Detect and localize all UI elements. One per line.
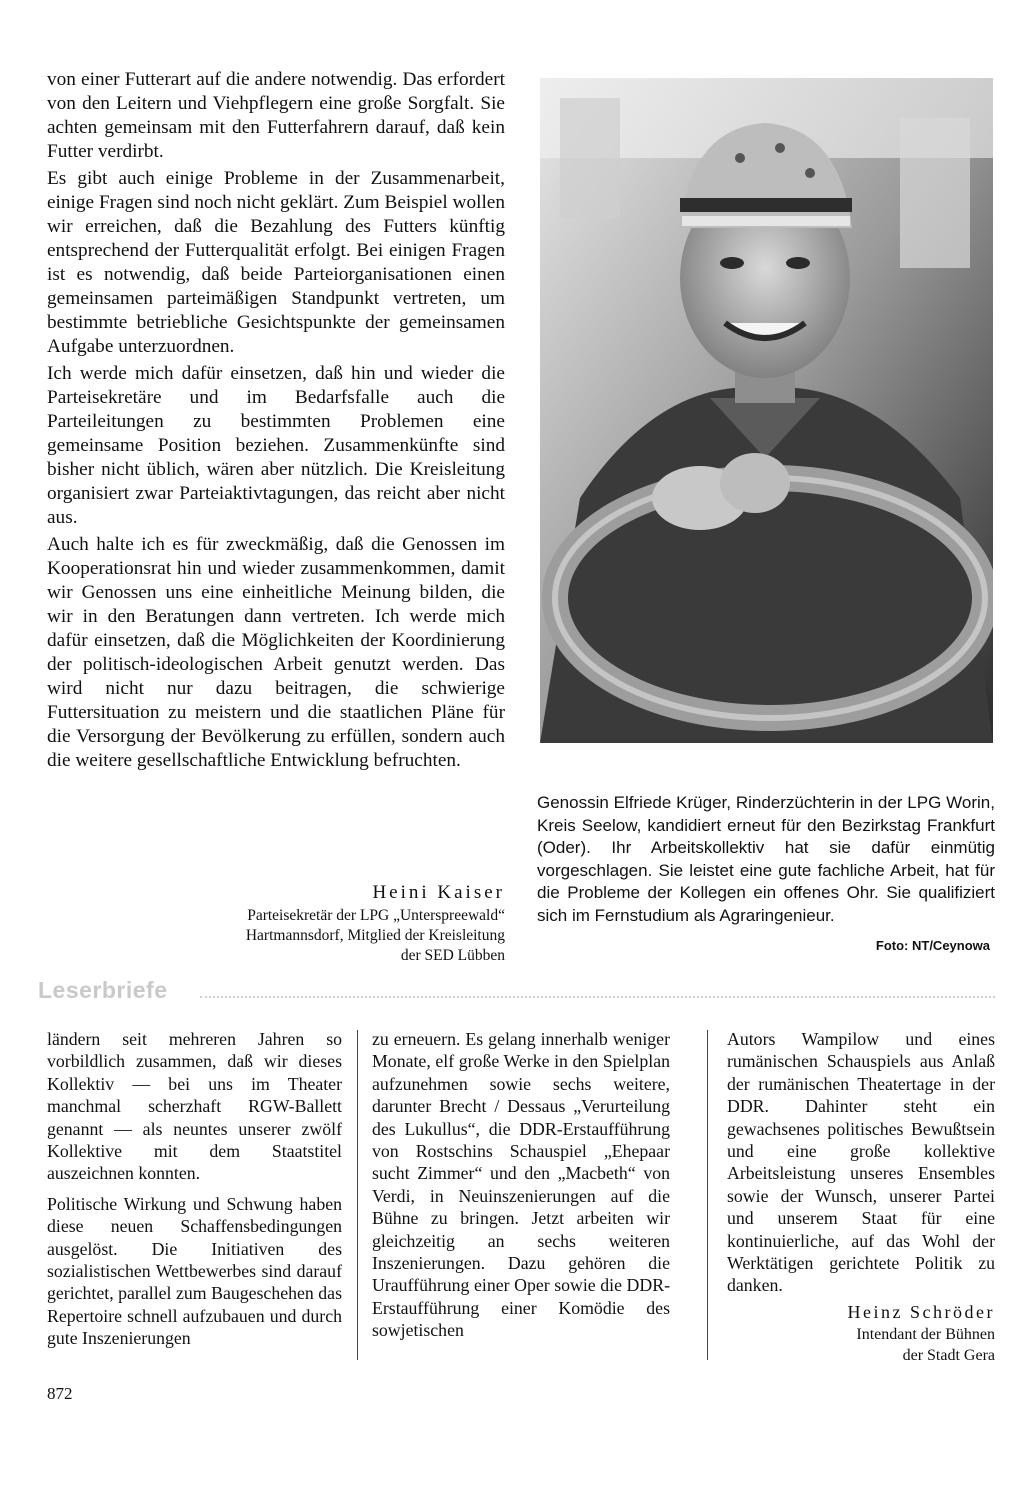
letters-paragraph: ländern seit mehreren Jahren so vorbildlich zusammen, daß wir dieses Kollektiv — bei uns im Theater manchmal scherzhaft RGW-Ballett genannt — als neuntes unserer zwölf Kollektive mit dem Staatstitel auszeichnen konnten. <box>47 1029 342 1184</box>
article-paragraph: Auch halte ich es für zweckmäßig, daß die Genossen im Kooperationsrat hin und wieder zusammenkommen, damit wir Genossen uns eine einheitliche Meinung bilden, die wir in den Beratungen dann vertreten. Ich werde mich dafür einsetzen, daß die Möglichkeiten der Koordinierung der politisch-ideologischen Arbeit genutzt werden. Das wird nicht nur dazu beitragen, die schwierige Futtersituation zu meistern und die staatlichen Pläne für die Versorgung der Bevölkerung zu erfüllen, sondern auch die weitere gesellschaftliche Entwicklung befruchten. <box>47 534 505 771</box>
portrait-photo <box>540 78 993 743</box>
column-divider <box>707 1030 708 1360</box>
article-paragraph: Es gibt auch einige Probleme in der Zusammenarbeit, einige Fragen sind noch nicht geklärt. Zum Beispiel wollen wir erreichen, daß die Bezahlung des Futters künftig entsprechend der Futterqualität erfolgt. Bei einigen Fragen ist es notwendig, daß beide Parteiorganisationen einen gemeinsamen parteimäßigen Standpunkt vertreten, um bestimmte betriebliche Gesichtspunkte der gemeinsamen Aufgabe unterzuordnen. <box>47 168 505 357</box>
letters-author: Heinz Schröder <box>847 1302 995 1322</box>
article-paragraph: Ich werde mich dafür einsetzen, daß hin und wieder die Parteisekretäre und im Bedarfsfalle auch die Parteileitungen zu bestimmten Problemen eine gemeinsame Position beziehen. Zusammenkünfte sind bisher nicht üblich, wären aber nützlich. Die Kreisleitung organisiert zwar Parteiaktivtagungen, das reicht aber nicht aus. <box>47 363 505 528</box>
page-number: 872 <box>47 1384 73 1403</box>
portrait-photo-graphic <box>540 78 993 743</box>
article-author-role: Parteisekretär der LPG „Unterspreewald“ Hartmannsdorf, Mitglied der Kreisleitung der SED Lübben <box>245 907 505 964</box>
letters-signature <box>760 1300 995 1366</box>
article-paragraph: von einer Futterart auf die andere notwendig. Das erfordert von den Leitern und Viehpflegern eine große Sorgfalt. Sie achten gemeinsam mit den Futterfahrern darauf, daß kein Futter verdirbt. <box>47 69 505 162</box>
letters-column-2 <box>372 1028 670 1350</box>
photo-credit: Foto: NT/Ceynowa <box>875 938 990 953</box>
photo-caption: Genossin Elfriede Krüger, Rinderzüchterin in der LPG Worin, Kreis Seelow, kandidiert erneut für den Bezirkstag Frankfurt (Oder). Ihr Arbeitskollektiv hat sie dafür einmütig vorgeschlagen. Sie leistet eine gute fachliche Arbeit, hat für die Probleme der Kollegen ein offenes Ohr. Sie qualifiziert sich im Fernstudium als Agraringenieur. <box>537 793 995 925</box>
letters-paragraph: Autors Wampilow und eines rumänischen Schauspiels aus Anlaß der rumänischen Theatertage in der DDR. Dahinter steht ein gewachsenes politisches Bewußtsein und eine große kollektive Arbeitsleistung unseres Ensembles sowie der Wunsch, unserer Partei und unserem Staat für eine kontinuierliche, auf das Wohl der Werktätigen gerichtete Politik zu danken. <box>727 1029 995 1296</box>
section-label: Leserbriefe <box>38 977 168 1003</box>
article-author: Heini Kaiser <box>372 882 505 903</box>
letters-column-3 <box>727 1028 995 1305</box>
article-signature <box>140 880 505 966</box>
column-divider <box>357 1030 358 1360</box>
section-divider <box>200 996 995 998</box>
letters-paragraph: Politische Wirkung und Schwung haben diese neuen Schaffensbedingungen ausgelöst. Die Initiativen des sozialistischen Wettbewerbes sind darauf gerichtet, parallel zum Baugeschehen das Repertoire schnell aufzubauen und durch gute Inszenierungen <box>47 1193 342 1349</box>
letters-column-1 <box>47 1028 342 1358</box>
letters-author-role: Intendant der Bühnen der Stadt Gera <box>856 1326 995 1364</box>
letters-paragraph: zu erneuern. Es gelang innerhalb weniger Monate, elf große Werke in den Spielplan aufzunehmen sowie sechs weitere, darunter Brecht / Dessaus „Verurteilung des Lukullus“, die DDR-Erstaufführung von Rostschins Schauspiel „Ehepaar sucht Zimmer“ und den „Macbeth“ von Verdi, in Neuinszenierungen auf die Bühne zu bringen. Jetzt arbeiten wir gleichzeitig an sechs weiteren Inszenierungen. Dazu gehören die Uraufführung einer Oper sowie die DDR-Erstaufführung einer Komödie des sowjetischen <box>372 1029 670 1341</box>
article-body <box>47 68 505 776</box>
